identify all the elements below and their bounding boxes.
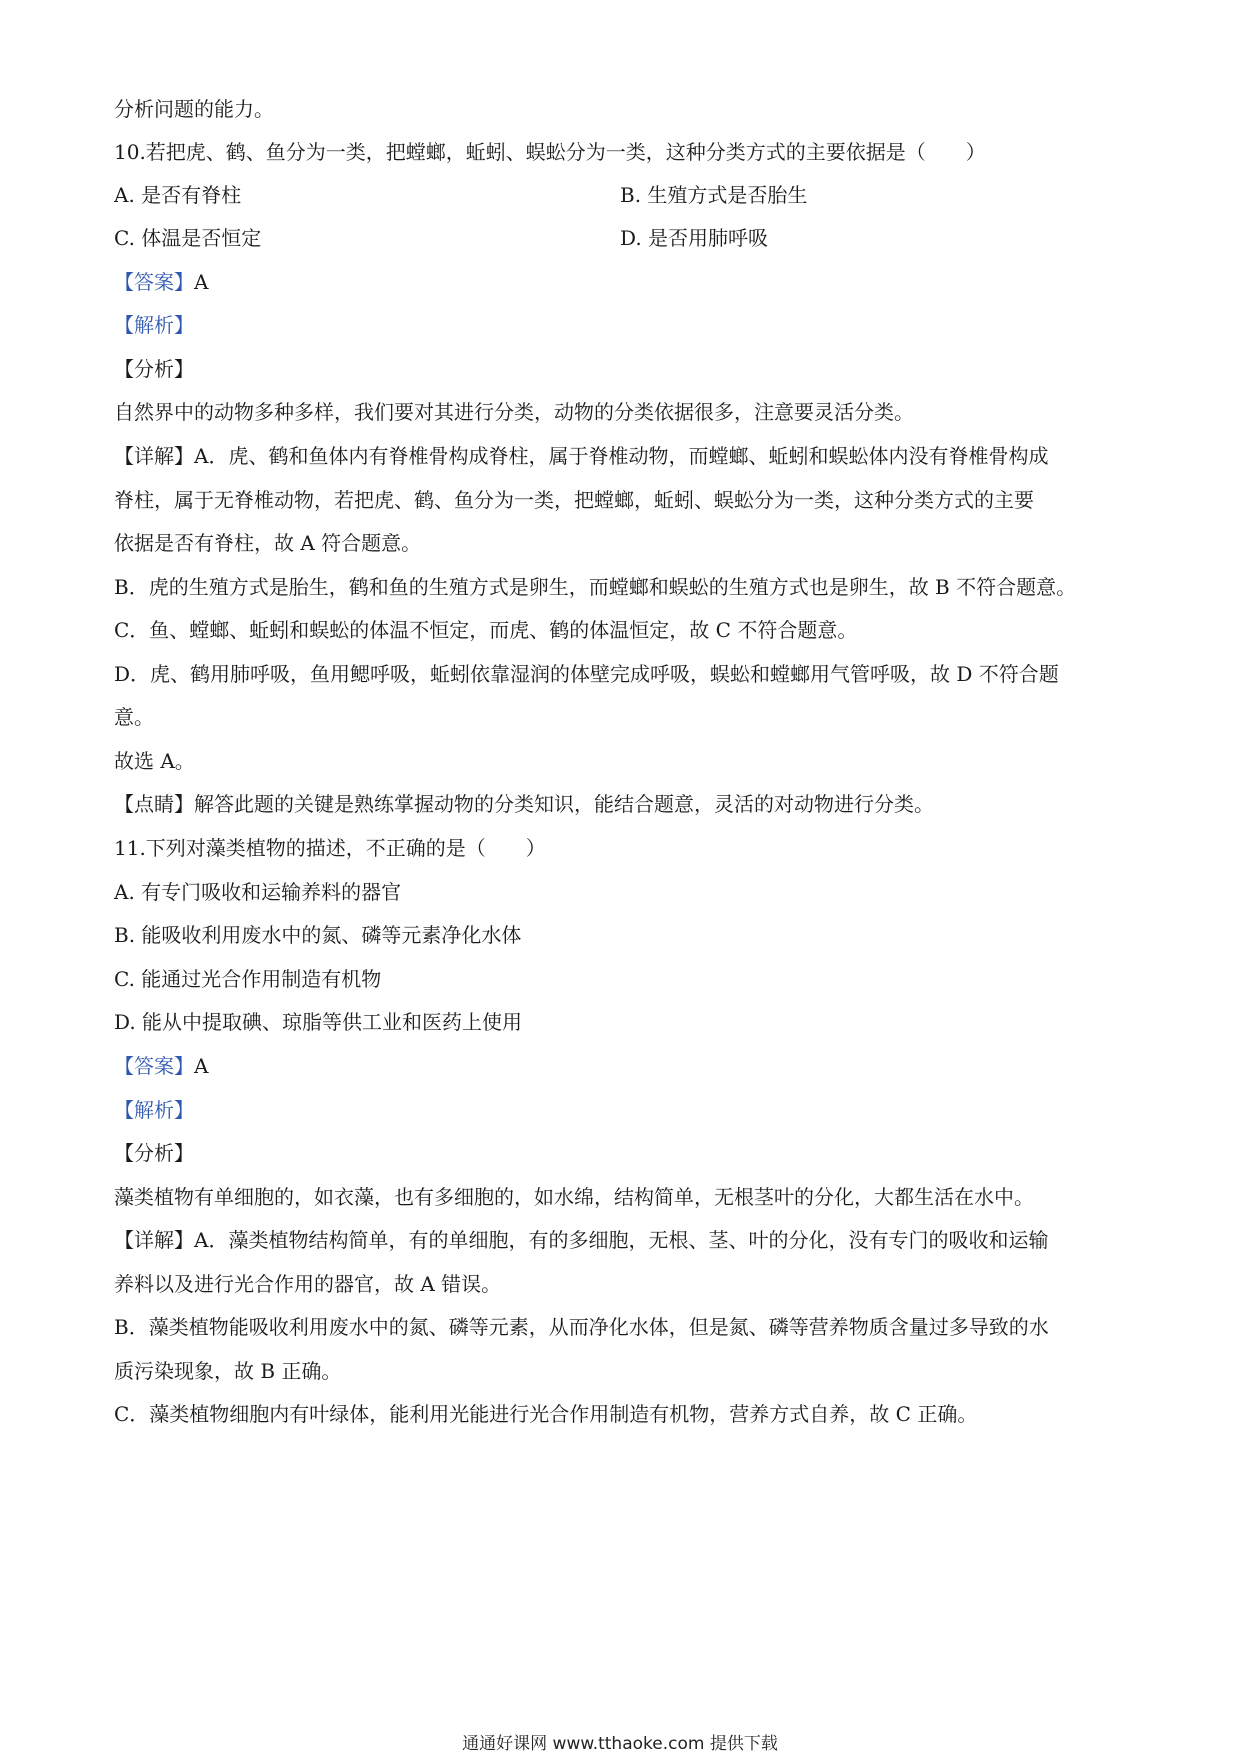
intro-tail: 分析问题的能力。 <box>114 97 274 121</box>
q11-answer <box>114 1054 1134 1078</box>
xiangjie-text: A．藻类植物结构简单，有的单细胞，有的多细胞，无根、茎、叶的分化，没有专门的吸收和运输 <box>194 1228 1049 1252</box>
q11-option-b: B. 能吸收利用废水中的氮、磷等元素净化水体 <box>114 923 522 947</box>
q10-conclusion: 故选 A。 <box>114 749 195 773</box>
q11-jiexi-label: 【解析】 <box>114 1098 194 1122</box>
q10-option-d: D. 是否用肺呼吸 <box>620 226 769 250</box>
q11-explain-b-line2: 质污染现象，故 B 正确。 <box>114 1359 342 1383</box>
answer-label: 【答案】 <box>114 1054 194 1078</box>
q11-fenxi-label: 【分析】 <box>114 1141 194 1165</box>
answer-value: A <box>194 270 209 294</box>
q10-jiexi-label: 【解析】 <box>114 313 194 337</box>
question-11-stem: 11.下列对藻类植物的描述，不正确的是（ ） <box>114 836 546 860</box>
q10-option-b: B. 生殖方式是否胎生 <box>620 183 808 207</box>
answer-value: A <box>194 1054 209 1078</box>
q10-explain-c: C．鱼、螳螂、蚯蚓和蜈蚣的体温不恒定，而虎、鹤的体温恒定，故 C 不符合题意。 <box>114 618 858 642</box>
q10-xiangjie-line1 <box>114 444 1134 468</box>
q11-explain-c: C．藻类植物细胞内有叶绿体，能利用光能进行光合作用制造有机物，营养方式自养，故 C 正确。 <box>114 1402 978 1426</box>
q10-dianjing <box>114 792 1134 816</box>
xiangjie-label: 【详解】 <box>114 444 194 468</box>
q11-xiangjie-line1 <box>114 1228 1134 1252</box>
dianjing-text: 解答此题的关键是熟练掌握动物的分类知识，能结合题意，灵活的对动物进行分类。 <box>194 792 934 816</box>
q10-explain-b: B．虎的生殖方式是胎生，鹤和鱼的生殖方式是卵生，而螳螂和蜈蚣的生殖方式也是卵生，故 B 不符合题意。 <box>114 575 1077 599</box>
q11-fenxi-text: 藻类植物有单细胞的，如衣藻，也有多细胞的，如水绵，结构简单，无根茎叶的分化，大都生活在水中。 <box>114 1185 1034 1209</box>
q10-fenxi-label: 【分析】 <box>114 357 194 381</box>
dianjing-label: 【点睛】 <box>114 792 194 816</box>
q10-fenxi-text: 自然界中的动物多种多样，我们要对其进行分类，动物的分类依据很多，注意要灵活分类。 <box>114 400 914 424</box>
q11-option-a: A. 有专门吸收和运输养料的器官 <box>114 880 402 904</box>
xiangjie-text: A．虎、鹤和鱼体内有脊椎骨构成脊柱，属于脊椎动物，而螳螂、蚯蚓和蜈蚣体内没有脊椎骨构成 <box>194 444 1049 468</box>
q11-option-c: C. 能通过光合作用制造有机物 <box>114 967 382 991</box>
q11-xiangjie-line2: 养料以及进行光合作用的器官，故 A 错误。 <box>114 1272 502 1296</box>
q10-option-a: A. 是否有脊柱 <box>114 183 242 207</box>
answer-label: 【答案】 <box>114 270 194 294</box>
xiangjie-label: 【详解】 <box>114 1228 194 1252</box>
q11-explain-b-line1: B．藻类植物能吸收利用废水中的氮、磷等元素，从而净化水体，但是氮、磷等营养物质含量过多导致的水 <box>114 1315 1049 1339</box>
q10-xiangjie-line2: 脊柱，属于无脊椎动物，若把虎、鹤、鱼分为一类，把螳螂，蚯蚓、蜈蚣分为一类，这种分类方式的主要 <box>114 488 1034 512</box>
page-footer: 通通好课网 www.tthaoke.com 提供下载 <box>462 1734 778 1754</box>
q10-explain-d-line2: 意。 <box>114 705 154 729</box>
q10-answer <box>114 270 1134 294</box>
q10-explain-d-line1: D．虎、鹤用肺呼吸，鱼用鳃呼吸，蚯蚓依靠湿润的体壁完成呼吸，蜈蚣和螳螂用气管呼吸，故 D 不符合题 <box>114 662 1059 686</box>
q10-xiangjie-line3: 依据是否有脊柱，故 A 符合题意。 <box>114 531 422 555</box>
question-10-stem: 10.若把虎、鹤、鱼分为一类，把螳螂，蚯蚓、蜈蚣分为一类，这种分类方式的主要依据是（ ） <box>114 140 986 164</box>
q11-option-d: D. 能从中提取碘、琼脂等供工业和医药上使用 <box>114 1010 523 1034</box>
q10-option-c: C. 体温是否恒定 <box>114 226 262 250</box>
